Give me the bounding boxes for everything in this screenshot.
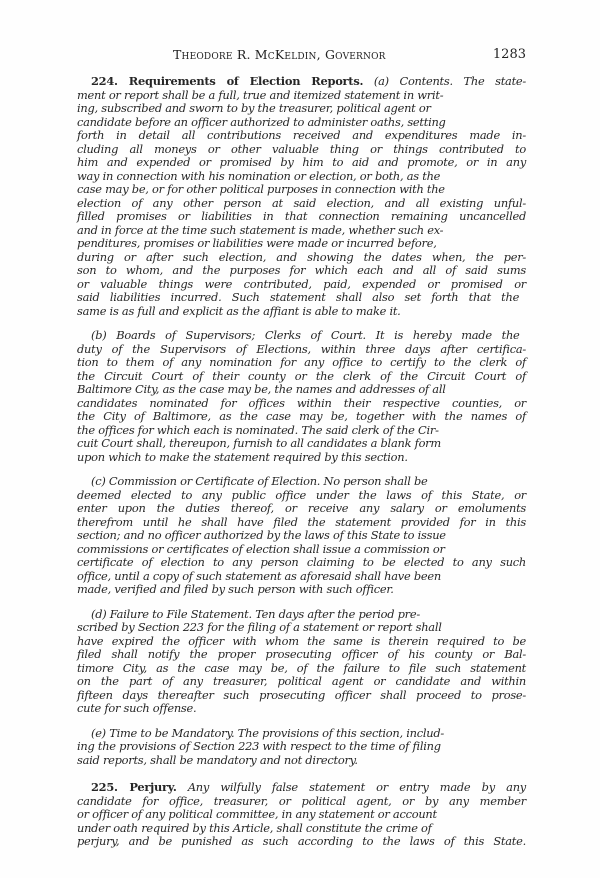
text-line: ing, subscribed and sworn to by the treasurer, political agent or (77, 101, 431, 115)
text-line: forth in detail all contributions received and expenditures made in- (77, 128, 526, 142)
text-line: said reports, shall be mandatory and not directory. (77, 752, 358, 767)
text-line: duty of the Supervisors of Elections, within three days after certifica- (77, 341, 526, 356)
text-line: cute for such offense. (77, 701, 197, 715)
text-line: perjury, and be punished as such according to the laws of this State. (77, 834, 526, 848)
text-line: section; and no officer authorized by the laws of this State to issue (77, 528, 446, 542)
section-224-paragraph-c (77, 475, 526, 597)
text-line: commissions or certificates of election shall issue a commission or (77, 541, 445, 556)
text-line: cluding all moneys or other valuable thing or things contributed to (77, 141, 526, 156)
text-line: under oath required by this Article, shall constitute the crime of (77, 820, 432, 835)
text-line: candidate before an officer authorized to administer oaths, setting (77, 114, 446, 129)
text-line: (d) Failure to File Statement. Ten days after the period pre- (91, 606, 420, 621)
paragraph-spacer (77, 597, 526, 608)
text-line: filled promises or liabilities in that connection remaining uncancelled (77, 209, 526, 223)
text-line: (b) Boards of Supervisors; Clerks of Court. It is hereby made the (91, 328, 520, 342)
text-line: case may be, or for other political purposes in connection with the (77, 182, 445, 196)
text-line: son to whom, and the purposes for which each and all of said sums (77, 263, 526, 277)
section-224-paragraph-d (77, 608, 526, 716)
text-line: 224. Requirements of Election Reports. (a) Contents. The state- (91, 74, 527, 88)
text-line: during or after such election, and showing the dates when, the per- (77, 249, 526, 264)
text-line: have expired the officer with whom the same is therein required to be (77, 633, 526, 648)
page-header (76, 47, 526, 65)
text-line: candidates nominated for offices within their respective counties, or (77, 395, 526, 410)
text-line: timore City, as the case may be, of the failure to file such statement (77, 660, 526, 675)
text-line: cuit Court shall, thereupon, furnish to all candidates a blank form (77, 436, 441, 450)
section-heading-224: 224. Requirements of Election Reports. (91, 74, 364, 88)
section-224-paragraph-e (77, 727, 526, 768)
text-line: fifteen days thereafter such prosecuting officer shall proceed to prose- (77, 687, 526, 702)
text-line: (e) Time to be Mandatory. The provisions of this section, includ- (91, 725, 444, 740)
text-line: the City of Baltimore, as the case may be, together with the names of (77, 409, 526, 423)
running-head: Theodore R. McKeldin, Governor (173, 47, 386, 62)
section-225-paragraph (77, 781, 526, 849)
text-line: therefrom until he shall have filed the statement provided for in this (77, 514, 526, 529)
text-line: made, verified and filed by such person with such officer. (77, 582, 394, 596)
section-224-paragraph-a (77, 75, 526, 318)
text-line: him and expended or promised by him to aid and promote, or in any (77, 155, 526, 169)
text-line: ing the provisions of Section 223 with respect to the time of filing (77, 739, 441, 753)
text-line: certificate of election to any person claiming to be elected to any such (77, 555, 526, 569)
text-line: scribed by Section 223 for the filing of a statement or report shall (77, 620, 442, 634)
text-line: (c) Commission or Certificate of Election. No person shall be (91, 474, 428, 488)
text-line: same is as full and explicit as the affiant is able to make it. (77, 303, 401, 318)
text-line: the Circuit Court of their county or the clerk of the Circuit Court of (77, 368, 526, 383)
text-line: and in force at the time such statement is made, whether such ex- (77, 222, 444, 237)
text-line: upon which to make the statement required by this section. (77, 449, 408, 464)
document-body (77, 75, 526, 849)
text-line: filed shall notify the proper prosecuting officer of his county or Bal- (77, 647, 526, 661)
section-224-paragraph-b (77, 329, 526, 464)
text-line: or officer of any political committee, in any statement or account (77, 807, 437, 821)
text-line: election of any other person at said election, and all existing unful- (77, 195, 526, 210)
text-line: office, until a copy of such statement as aforesaid shall have been (77, 568, 441, 583)
text-line: way in connection with his nomination or election, or both, as the (77, 168, 441, 183)
text-line: deemed elected to any public office under the laws of this State, or (77, 487, 526, 502)
text-line: penditures, promises or liabilities were made or incurred before, (77, 236, 437, 250)
text-line: the offices for which each is nominated. The said clerk of the Cir- (77, 422, 439, 437)
section-heading-225: 225. Perjury. (91, 780, 177, 794)
text-line: candidate for office, treasurer, or political agent, or by any member (77, 793, 526, 808)
text-line: tion to them of any nomination for any office to certify to the clerk of (77, 355, 526, 369)
text-line: or valuable things were contributed, paid, expended or promised or (77, 276, 526, 291)
text-line: 225. Perjury. Any wilfully false statement or entry made by any (91, 780, 526, 794)
text-line: said liabilities incurred. Such statement shall also set forth that the (77, 290, 520, 304)
text-line: Baltimore City, as the case may be, the names and addresses of all (77, 382, 446, 396)
page-number: 1283 (492, 47, 526, 62)
text-line: on the part of any treasurer, political agent or candidate and within (77, 674, 526, 688)
text-line: ment or report shall be a full, true and itemized statement in writ- (77, 87, 444, 102)
paragraph-spacer (77, 716, 526, 727)
text-line: enter upon the duties thereof, or receive any salary or emoluments (77, 501, 526, 515)
section-spacer (77, 767, 526, 781)
